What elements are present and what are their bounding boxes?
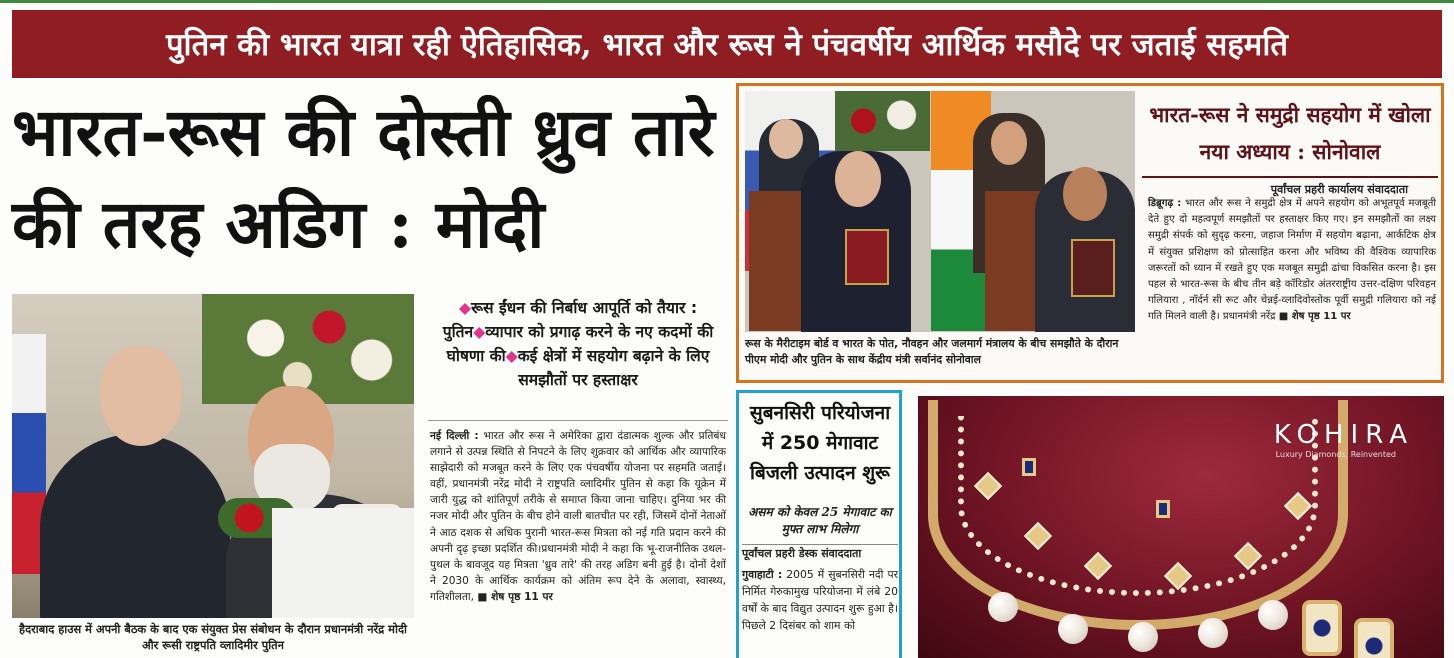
subhead-1: रूस ईंधन की निर्बाध आपूर्ति को तैयार : पुतिन: [442, 299, 698, 341]
subansiri-dateline: गुवाहाटी :: [742, 568, 783, 581]
earring-icon: [1302, 600, 1342, 656]
kohira-advertisement: [918, 396, 1444, 658]
maritime-photo: [745, 91, 1135, 332]
earring-icon: [1354, 618, 1394, 658]
agreement-folder: [1071, 239, 1115, 297]
russian-official-head: [835, 151, 881, 207]
pearl-icon: [1198, 618, 1228, 648]
subhead-2: व्यापार को प्रगाढ़ करने के नए कदमों की घोषणा की: [446, 323, 714, 365]
pearl-icon: [1258, 600, 1288, 630]
pearl-icon: [1128, 622, 1158, 652]
flower-arrangement: [202, 294, 414, 404]
maritime-photo-caption: रूस के मैरीटाइम बोर्ड व भारत के पोत, नौवहन और जलमार्ग मंत्रालय के बीच समझौते के दौरान पीएम मोदी और पुतिन के साथ केंद्रीय मंत्री सर्वानंद सोनोवाल: [745, 337, 1119, 366]
lead-headline: भारत-रूस की दोस्ती ध्रुव तारे की तरह अडिग : मोदी: [12, 93, 715, 263]
maritime-headline: भारत-रूस ने समुद्री सहयोग में खोला नया अध्याय : सोनोवाल: [1149, 102, 1431, 164]
lead-dateline: नई दिल्ली :: [430, 430, 479, 442]
podium: [272, 508, 414, 618]
pearl-icon: [1058, 614, 1088, 644]
maritime-body-text: भारत और रूस ने समुद्री क्षेत्र में अपने सहयोग को अभूतपूर्व मजबूती देते हुए दो महत्वपूर्ण समझौतों पर हस्ताक्षर किए गए। इन समझौतों का लक्ष्य समुद्री संपर्क को सुदृढ़ करना, जहाज निर्माण में सहयोग बढ़ाना, आर्कटिक क्षेत्र में संयुक्त प्रशिक्षण को प्रोत्साहित करना और भविष्य की वैश्विक व्यापारिक जरूरतों को ध्यान में रखते हुए एक मजबूत समुद्री ढांचा विकसित करना है। इस पहल से भारत-रूस के बीच तीन बड़े कॉरिडोर अंतरराष्ट्रीय उत्तर-दक्षिण परिवहन गलियारा , नॉर्दर्न सी रूट और चेन्नई-व्लादिवोस्तोक पूर्वी समुद्री गलियारा को नई गति मिलने वाली है। प्रधानमंत्री नरेंद्र: [1148, 198, 1436, 323]
subansiri-headline: सुबनसिरी परियोजना में 250 मेगावाट बिजली उत्पादन शुरू: [749, 402, 891, 484]
maritime-story-body: [1148, 196, 1436, 326]
subhead-3: कई क्षेत्रों में सहयोग बढ़ाने के लिए समझौतों पर हस्ताक्षर: [517, 347, 710, 389]
subansiri-byline: पूर्वांचल प्रहरी डेस्क संवाददाता: [742, 547, 862, 560]
sonowal-head: [1063, 167, 1107, 221]
bullet-diamond-icon: ◆: [458, 299, 471, 317]
subhead-divider: [428, 420, 728, 421]
lead-photo-caption: हैदराबाद हाउस में अपनी बैठक के बाद एक संयुक्त प्रेस संबोधन के दौरान प्रधानमंत्री नरेंद्र मोदी और रूसी राष्ट्रपति व्लादिमीर पुतिन: [19, 622, 407, 652]
agreement-folder: [845, 229, 889, 285]
pearl-icon: [988, 592, 1018, 622]
top-banner: [12, 10, 1442, 78]
putin-head: [100, 346, 182, 446]
subansiri-story-body: [742, 566, 898, 634]
banner-headline: पुतिन की भारत यात्रा रही ऐतिहासिक, भारत और रूस ने पंचवर्षीय आर्थिक मसौदे पर जताई सहमति: [165, 27, 1289, 63]
maritime-byline: पूर्वांचल प्रहरी कार्यालय संवाददाता: [1270, 183, 1408, 196]
maritime-continued: ■ शेष पृष्ठ 11 पर: [1278, 311, 1351, 323]
top-rule: [0, 0, 1454, 3]
maritime-dateline: डिब्रूगढ़ :: [1148, 198, 1182, 209]
kohira-tagline: Luxury Diamonds, Reinvented: [1275, 450, 1396, 459]
lead-subheads: [428, 296, 728, 392]
bullet-diamond-icon: ◆: [473, 323, 486, 341]
flower-arrangement: [835, 91, 930, 151]
subansiri-body-text: 2005 में सुबनसिरी नदी पर निर्मित गेरुकामुख परियोजना में लंबे 20 वर्षों के बाद विद्युत उत्पादन शुरू हुआ है। पिछले 2 दिसंबर को शाम को: [742, 568, 898, 632]
lead-photo: [12, 294, 414, 618]
lead-story-body: [430, 428, 726, 605]
lead-body-text: भारत और रूस ने अमेरिका द्वारा दंडात्मक शुल्क और प्रतिबंध लगाने से उत्पन्न स्थिति से निपटने के लिए शुक्रवार को आर्थिक और व्यापारिक साझेदारी को मजबूत करने के लिए एक पंचवर्षीय योजना पर सहमति जताई। वहीं, प्रधानमंत्री नरेंद्र मोदी ने राष्ट्रपति व्लादिमीर पुतिन से कहा कि यूक्रेन में जारी युद्ध को शांतिपूर्ण तरीके से समाप्त किया जाना चाहिए। दुनिया भर की नजर मोदी और पुतिन के बीच होने वाली बातचीत पर रही, जिसमें दोनों नेताओं ने आठ दशक से अधिक पुरानी भारत-रूस मित्रता को नई गति प्रदान करने की अपनी दृढ़ इच्छा प्रदर्शित की।प्रधानमंत्री मोदी ने कहा कि भू-राजनीतिक उथल-पुथल के बावजूद यह मित्रता 'ध्रुव तारे' की तरह अडिग बनी हुई है। दोनों देशों ने 2030 के आर्थिक कार्यक्रम को अंतिम रूप देने के अलावा, स्वास्थ्य, गतिशीलता,: [430, 430, 726, 603]
subansiri-divider: [742, 544, 898, 545]
putin-head: [769, 119, 803, 159]
putin-figure: [40, 434, 230, 618]
lead-continued: ■ शेष पृष्ठ 11 पर: [477, 590, 553, 603]
modi-head: [991, 121, 1027, 165]
kohira-logo: KOHIRA: [1273, 420, 1414, 450]
maritime-divider: [1142, 176, 1438, 178]
sapphire-stone-icon: [1156, 500, 1170, 518]
subansiri-subhead: असम को केवल 25 मेगावाट का मुफ्त लाभ मिलेगा: [748, 505, 892, 536]
sapphire-stone-icon: [1022, 458, 1036, 476]
necklace-detail: [958, 416, 1318, 596]
bullet-diamond-icon: ◆: [505, 347, 518, 365]
